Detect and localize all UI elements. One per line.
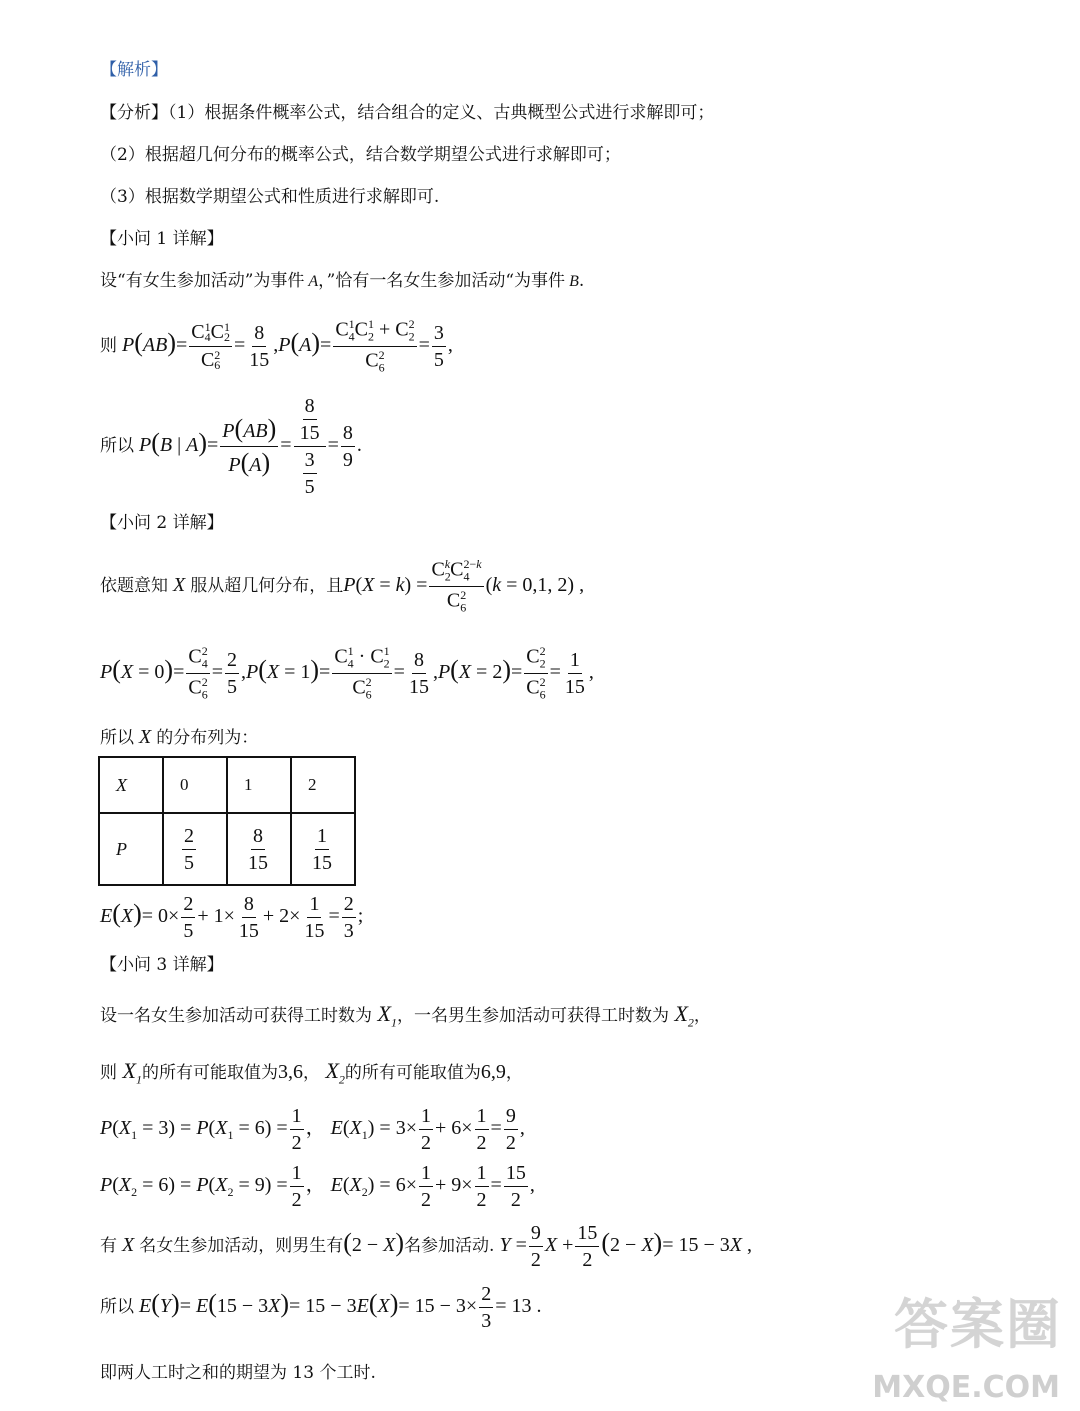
q3-values-x2: 6,9 xyxy=(480,1061,506,1083)
table-cell-x-1: 1 xyxy=(227,757,291,813)
table-cell-x-2: 2 xyxy=(291,757,355,813)
q3-y-definition: 有 X 名女生参加活动，则男生有(2 − X)名参加活动. Y = $\frac{9}{2}$ X + $\frac{15}{2}$ (2 − X)= 15 − 3X , xyxy=(100,1222,752,1271)
table-cell-x-0: 0 xyxy=(163,757,227,813)
q3-text-f: 名女生参加活动，则男生有 xyxy=(139,1236,344,1257)
q3-ze: 则 xyxy=(100,1063,117,1083)
table-row-x xyxy=(99,757,355,813)
q2-title: 【小问 2 详解】 xyxy=(100,513,224,533)
q3-text-d: 的所有可能取值为 xyxy=(344,1063,481,1083)
watermark-url: MXQE.COM xyxy=(872,1370,1060,1405)
analysis-line-3: （3）根据数学期望公式和性质进行求解即可. xyxy=(100,187,440,207)
q2-probabilities: P(X = 0)= $\frac{C_4^2}{C_6^2}$ = $\frac{2}{5}$ ,P(X = 1)= $\frac{C_4^1 \cdot C_2^1}{C_6^2}$ = $\frac{8}{15}$ ,P(X = 2)= $\frac{C_2^2}{C_6^2}$ = $\frac{1}{15}$ , xyxy=(100,644,594,702)
q3-text-e: 有 xyxy=(100,1236,117,1257)
q3-conclusion: 即两人工时之和的期望为 13 个工时. xyxy=(100,1363,376,1383)
analysis-tag: 【分析】 xyxy=(100,103,168,123)
q2-distribution-label: 的分布列为： xyxy=(156,728,259,748)
q1-event-text-b: ，”恰有一名女生参加活动“为事件 xyxy=(318,271,566,291)
q3-values-x1: 3,6 xyxy=(277,1061,303,1083)
q2-text-a: 依题意知 xyxy=(100,575,168,596)
table-cell-p-1: $\frac{8}{15}$ xyxy=(227,813,291,885)
table-cell-p-0: $\frac{2}{5}$ xyxy=(163,813,227,885)
table-cell-p-label: P xyxy=(99,813,163,885)
q2-suoyi: 所以 xyxy=(100,728,134,748)
q3-title: 【小问 3 详解】 xyxy=(100,955,224,975)
q2-text-b: 服从超几何分布，且 xyxy=(190,575,344,596)
q2-expectation: E(X)= 0× $\frac{2}{5}$ + 1× $\frac{8}{15}$ + 2× $\frac{1}{15}$ = $\frac{2}{3}$ ; xyxy=(100,893,364,942)
q3-ex2: $P(X_2 = 6) = P(X_2 = 9)$ = $\frac{1}{2}$ ， $E(X_2) = 6\times$ $\frac{1}{2}$ + 9× $\frac{1}{2}$ = $\frac{15}{2}$ , xyxy=(100,1162,535,1211)
watermark-logo: 答案圈 xyxy=(894,1293,1062,1356)
q3-ex1: $P(X_1 = 3) = P(X_1 = 6)$ = $\frac{1}{2}$ ， $E(X_1) = 3\times$ $\frac{1}{2}$ + 6× $\frac{1}{2}$ = $\frac{9}{2}$ , xyxy=(100,1105,525,1154)
q3-suoyi: 所以 xyxy=(100,1297,134,1318)
analysis-line-1 xyxy=(100,105,714,122)
q3-definitions: 设一名女生参加活动可获得工时数为 $X_1$，一名男生参加活动可获得工时数为 $X_2$， xyxy=(100,1001,711,1030)
q3-text-b: ，一名男生参加活动可获得工时数为 xyxy=(396,1006,669,1026)
q1-formula-pba: 所以 P(B | A)= $\frac{P(AB)}{P(A)}$ = $\frac{\frac{8}{15}}{\frac{3}{5}}$ = $\frac{8}{9}$ . xyxy=(100,395,362,498)
q1-title: 【小问 1 详解】 xyxy=(100,229,224,249)
table-cell-x-label: X xyxy=(99,757,163,813)
q2-distribution-intro: 所以 X 的分布列为： xyxy=(100,726,259,748)
q2-hypergeometric: 依题意知 X 服从超几何分布，且P(X = k) = $\frac{C_2^kC_4^{2-k}}{C_6^2}$ (k = 0,1, 2) , xyxy=(100,557,585,615)
section-tag-jiexi: 【解析】 xyxy=(100,60,168,80)
q1-event-definition: 设“有女生参加活动”为事件 A，”恰有一名女生参加活动“为事件 B. xyxy=(100,271,585,291)
distribution-table xyxy=(98,756,356,886)
table-row-p xyxy=(99,813,355,885)
q1-event-text-a: 设“有女生参加活动”为事件 xyxy=(100,271,305,291)
q3-text-a: 设一名女生参加活动可获得工时数为 xyxy=(100,1006,372,1026)
q1-formula-pab: 则 P(AB)= $\frac{C_4^1C_2^1}{C_6^2}$ = $\frac{8}{15}$ ,P(A)= $\frac{C_4^1C_2^1 + C_2^2}{C_6^2}$ = $\frac{3}{5}$ , xyxy=(100,317,453,375)
analysis-line-2: （2）根据超几何分布的概率公式，结合数学期望公式进行求解即可； xyxy=(100,145,621,165)
analysis-text-1: （1）根据条件概率公式，结合组合的定义、古典概型公式进行求解即可； xyxy=(168,103,715,123)
q3-ey: 所以 E(Y)= E(15 − 3X)= 15 − 3E(X)= 15 − 3× $\frac{2}{3}$ = 13 . xyxy=(100,1283,542,1332)
q1-ze: 则 xyxy=(100,335,117,356)
q3-possible-values: 则 $X_1$的所有可能取值为3,6， $X_2$的所有可能取值为6,9， xyxy=(100,1058,523,1087)
table-cell-p-2: $\frac{1}{15}$ xyxy=(291,813,355,885)
q1-suoyi: 所以 xyxy=(100,436,134,457)
q3-text-c: 的所有可能取值为 xyxy=(141,1063,278,1083)
q3-text-g: 名参加活动. xyxy=(404,1236,495,1257)
